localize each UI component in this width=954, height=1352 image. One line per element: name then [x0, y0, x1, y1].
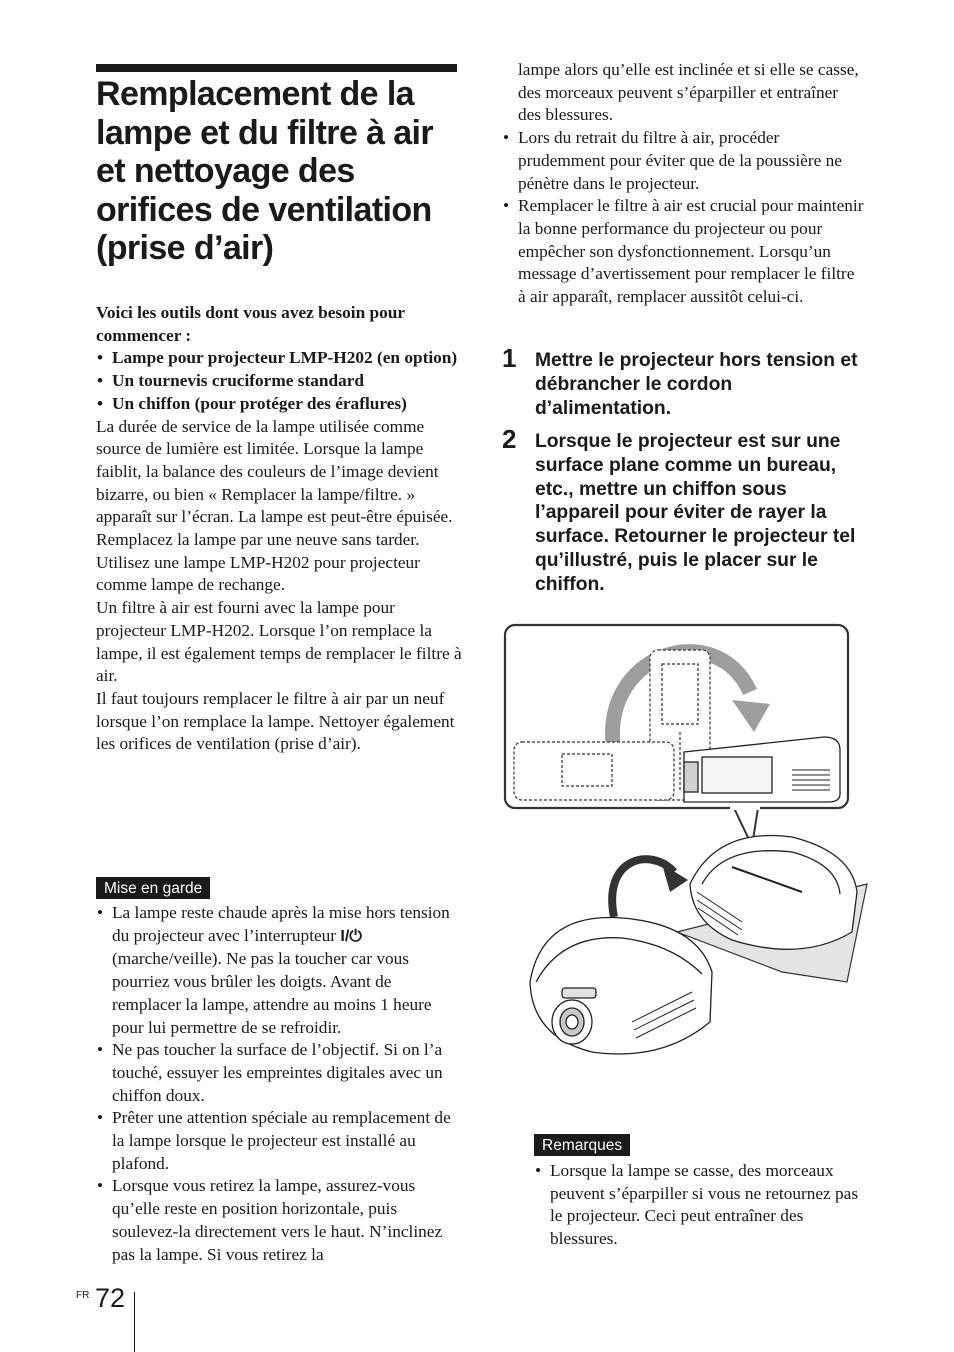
note-item: • Lorsque la lampe se casse, des morceaux peuvent s’éparpiller si vous ne retournez pas le projecteur. Ceci peut entraîner des blessures. [534, 1160, 866, 1251]
page-number: 72 [95, 1283, 126, 1313]
caution-label: Mise en garde [96, 877, 210, 899]
title-line: lampe et du filtre à air [96, 113, 434, 152]
caution-item-continued: lampe alors qu’elle est inclinée et si elle se casse, des morceaux peuvent s’éparpiller et entraîner des blessures. [518, 60, 859, 125]
caution-item: • Prêter une attention spéciale au remplacement de la lampe lorsque le projecteur est installé au plafond. [96, 1107, 461, 1175]
tool-item: • Un chiffon (pour protéger des éraflures) [96, 393, 466, 416]
caution-item [96, 902, 461, 1039]
tool-item: • Lampe pour projecteur LMP-H202 (en option) [96, 347, 466, 370]
intro-paragraph: Un filtre à air est fourni avec la lampe pour projecteur LMP-H202. Lorsque l’on remplace la lampe, il est également temps de remplacer le filtre à air. [96, 598, 462, 686]
caution-text: La lampe reste chaude après la mise hors tension du projecteur avec l’interrupteur [112, 903, 450, 945]
footer-rule [134, 1292, 135, 1352]
notes-label: Remarques [534, 1134, 630, 1156]
step-number: 2 [502, 424, 517, 454]
projector-upright [530, 918, 712, 1054]
caution-text: (marche/veille). Ne pas la toucher car vous pourriez vous brûler les doigts. Avant de remplacer la lampe, attendre au moins 1 heure pour lui permettre de se refroidir. [112, 949, 432, 1037]
tools-list [96, 347, 466, 415]
intro-paragraph: Utilisez une lampe LMP-H202 pour projecteur comme lampe de rechange. [96, 552, 420, 595]
flip-projector-illustration [502, 622, 874, 1082]
tool-item: • Un tournevis cruciforme standard [96, 370, 466, 393]
caution-list [96, 902, 461, 1266]
caution-item: • Ne pas toucher la surface de l’objectif. Si on l’a touché, essuyer les empreintes digitales avec un chiffon doux. [96, 1039, 461, 1107]
intro-section [96, 302, 466, 756]
page-title [96, 75, 466, 268]
step-number: 1 [502, 343, 517, 373]
title-line: orifices de ventilation [96, 190, 432, 229]
title-rule [96, 64, 457, 72]
step-1 [502, 343, 864, 420]
step-text: Mettre le projecteur hors tension et débrancher le cordon d’alimentation. [535, 350, 858, 419]
language-code: FR [76, 1290, 90, 1301]
notes-list [534, 1160, 866, 1251]
step-text: Lorsque le projecteur est sur une surface plane comme un bureau, etc., mettre un chiffon sous l’appareil pour éviter de rayer la surface. Retourner le projecteur tel qu’illustré, puis le placer sur le chiffon. [535, 431, 856, 595]
caution-continued-list [502, 59, 864, 309]
tools-intro: Voici les outils dont vous avez besoin pour commencer : [96, 303, 405, 345]
title-line: (prise d’air) [96, 229, 274, 267]
projector-lying-dashed [514, 742, 674, 800]
power-switch-icon: I/⏻ [340, 927, 362, 945]
title-line: Remplacement de la [96, 75, 414, 113]
caution-item: • Lorsque vous retirez la lampe, assurez-vous qu’elle reste en position horizontale, puis soulevez-la directement vers le haut. N’inclinez pas la lampe. Si vous retirez la [96, 1175, 461, 1266]
flip-arrow-icon [612, 859, 688, 917]
intro-paragraph: Il faut toujours remplacer le filtre à air par un neuf lorsque l’on remplace la lampe. Nettoyer également les orifices de ventilation (prise d’air). [96, 688, 455, 754]
title-line: et nettoyage des [96, 152, 355, 190]
step-2 [502, 424, 864, 597]
caution-item: • Lors du retrait du filtre à air, procéder prudemment pour éviter que de la poussière ne pénètre dans le projecteur. [502, 127, 864, 195]
intro-paragraph: La durée de service de la lampe utilisée comme source de lumière est limitée. Lorsque la lampe faiblit, la balance des couleurs de l’image devient bizarre, ou bien « Remplacer la lampe/filtre. » apparaît sur l’écran. La lampe est peut-être épuisée. Remplacez la lampe par une neuve sans tarder. [96, 416, 453, 550]
caution-item: • Remplacer le filtre à air est crucial pour maintenir la bonne performance du projecteur ou pour empêcher son dysfonctionnement. Lorsqu’un message d’avertissement pour remplacer le filtre à air apparaît, remplacer aussitôt celui-ci. [502, 195, 864, 309]
